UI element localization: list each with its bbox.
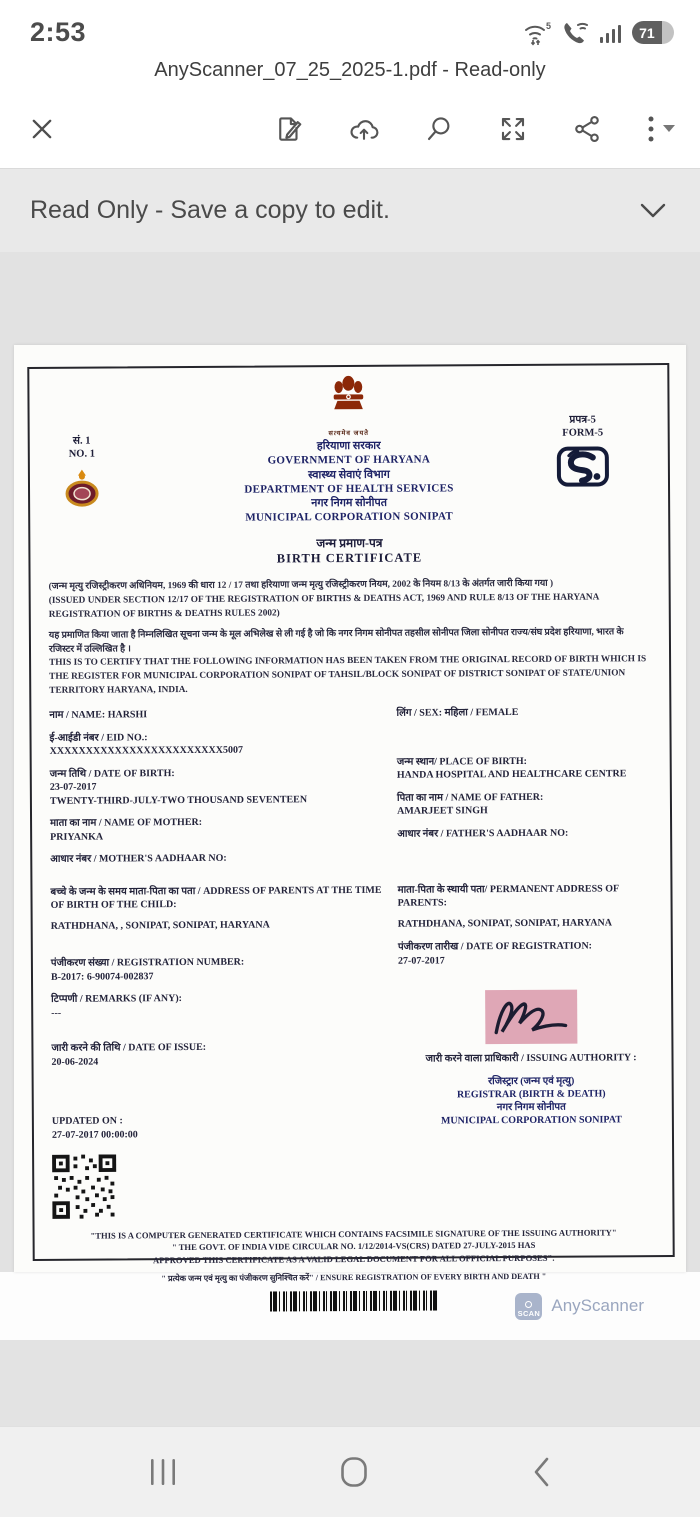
wifi-5-icon: [523, 20, 553, 46]
readonly-banner[interactable]: [0, 168, 700, 252]
field-value: B-2017: 6-90074-002837: [50, 970, 154, 983]
issuing-authority-block: [399, 1051, 664, 1127]
field-date-of-issue: [51, 1040, 388, 1069]
share-icon: [572, 114, 602, 144]
navigation-bar: [0, 1426, 700, 1517]
serial-hindi: सं. 1: [72, 435, 91, 447]
signature-section: [51, 989, 654, 1223]
issuing-authority-label: जारी करने वाला प्राधिकारी / ISSUING AUTHORITY :: [425, 1052, 637, 1065]
anyscanner-watermark: AnyScanner: [551, 1296, 644, 1315]
footer-line: "THIS IS A COMPUTER GENERATED CERTIFICATE WHICH CONTAINS FACSIMILE SIGNATURE OF THE ISSUING AUTHORITY": [90, 1227, 617, 1241]
barcode: [270, 1291, 438, 1312]
field-label: माता का नाम / NAME OF MOTHER:: [50, 817, 203, 830]
share-button[interactable]: [572, 114, 602, 144]
document-title: AnyScanner_07_25_2025-1.pdf - Read-only: [154, 59, 546, 81]
chevron-down-icon[interactable]: [640, 203, 666, 219]
signature-scribble: [489, 994, 573, 1041]
overflow-menu-button[interactable]: [646, 114, 656, 144]
field-label: पंजीकरण तारीख / DATE OF REGISTRATION:: [397, 940, 593, 953]
certificate-footer: [53, 1226, 655, 1313]
field-value: 23-07-2017: [49, 781, 97, 794]
anyscanner-badge-text: SCAN: [517, 1308, 541, 1318]
field-value: 20-06-2024: [51, 1056, 99, 1068]
cloud-upload-icon: [348, 114, 380, 144]
footer-slogan: " प्रत्येक जन्म एवं मृत्यु का पंजीकरण सुनिश्चित करें" / ENSURE REGISTRATION OF EVERY BIRTH AND DEATH ": [161, 1271, 547, 1284]
search-icon: [424, 114, 454, 144]
viewer-bottom-band: [0, 1340, 700, 1426]
certificate-preamble: [49, 577, 652, 699]
caret-down-icon[interactable]: [662, 124, 676, 134]
authority-line: रजिस्ट्रार (जन्म एवं मृत्यु): [488, 1075, 575, 1087]
footer-line: " THE GOVT. OF INDIA VIDE CIRCULAR NO. 1/12/2014-VS(CRS) DATED 27-JULY-2015 HAS: [171, 1240, 536, 1253]
cloud-upload-button[interactable]: [348, 114, 380, 144]
serial-english: NO. 1: [68, 448, 95, 460]
field-label: टिप्पणी / REMARKS (IF ANY):: [51, 993, 183, 1006]
field-label: लिंग / SEX:: [396, 707, 443, 720]
field-value: 27-07-2017 00:00:00: [51, 1129, 138, 1141]
certificate-header: [47, 373, 650, 567]
field-registration-date: [398, 939, 663, 968]
field-updated-on: [52, 1113, 389, 1142]
field-permanent-address: [398, 882, 663, 931]
field-label: बच्चे के जन्म के समय माता-पिता का पता / ADDRESS OF PARENTS AT THE TIME OF BIRTH OF THE CHILD:: [50, 884, 382, 912]
field-label: माता-पिता के स्थायी पता/ PERMANENT ADDRESS OF PARENTS:: [397, 883, 619, 909]
field-label: जारी करने की तिथि / DATE OF ISSUE:: [51, 1042, 207, 1055]
recents-button[interactable]: [150, 1457, 176, 1487]
signature-stamp: [485, 990, 577, 1045]
fullscreen-icon: [498, 114, 528, 144]
field-label: पंजीकरण संख्या / REGISTRATION NUMBER:: [50, 956, 245, 970]
field-value: महिला / FEMALE: [444, 707, 519, 719]
field-value: AMARJEET SINGH: [397, 805, 488, 817]
serial-number-block: [62, 435, 102, 516]
form-hindi: प्रपत्र-5: [569, 414, 596, 426]
field-sex: [396, 705, 661, 720]
form-english: FORM-5: [562, 427, 604, 439]
form-number-block: [556, 413, 610, 492]
address-section: [50, 882, 653, 993]
field-label: नाम / NAME:: [49, 709, 106, 722]
back-icon: [532, 1456, 550, 1488]
crs-logo-icon: [556, 446, 610, 488]
footer-line: APPROVED THIS CERTIFICATE AS A VALID LEGAL DOCUMENT FOR ALL OFFICIAL PURPOSES".: [152, 1252, 555, 1265]
field-value: RATHDHANA, , SONIPAT, SONIPAT, HARYANA: [50, 919, 270, 932]
search-button[interactable]: [424, 114, 454, 144]
municipal-crest-icon: [62, 469, 102, 511]
home-button[interactable]: [340, 1456, 368, 1488]
field-father-aadhaar: [397, 826, 662, 841]
pdf-viewer[interactable]: [0, 252, 700, 1340]
home-icon: [340, 1456, 368, 1488]
field-name: [49, 707, 386, 723]
field-value: XXXXXXXXXXXXXXXXXXXXXXXX5007: [49, 744, 243, 758]
recents-icon: [150, 1457, 176, 1487]
field-label: पिता का नाम / NAME OF FATHER:: [396, 791, 544, 804]
field-value: HARSHI: [107, 709, 148, 721]
certificate-title: BIRTH CERTIFICATE: [276, 550, 423, 566]
field-date-of-birth: [50, 766, 387, 809]
certify-english: THIS IS TO CERTIFY THAT THE FOLLOWING INFORMATION HAS BEEN TAKEN FROM THE ORIGINAL RECORD OF BIRTH WHICH IS THE REGISTER FOR MUNICIPAL CORPORATION SONIPAT OF TAHSIL/BLOCK SONIPAT OF DISTRICT SONIPAT OF STATE/UNION TERRITORY HARYANA, INDIA.: [49, 654, 647, 697]
org-line: MUNICIPAL CORPORATION SONIPAT: [245, 510, 454, 525]
battery-percent: 71: [639, 24, 655, 41]
field-address-at-birth: [50, 884, 387, 934]
battery-indicator: [632, 21, 674, 44]
org-line: GOVERNMENT OF HARYANA: [267, 453, 431, 467]
field-mother-name: [50, 815, 387, 844]
field-value: ---: [51, 1007, 62, 1019]
clock: 2:53: [30, 17, 87, 47]
field-value: 27-07-2017: [397, 955, 445, 967]
overflow-menu-icon: [646, 114, 656, 144]
authority-line: MUNICIPAL CORPORATION SONIPAT: [440, 1114, 622, 1127]
signal-strength-icon: [599, 21, 623, 45]
field-value: PRIYANKA: [50, 831, 104, 843]
field-label: आधार नंबर / MOTHER'S AADHAAR NO:: [50, 853, 227, 866]
pdf-page: [14, 345, 686, 1284]
edit-icon: [274, 114, 304, 144]
field-mother-aadhaar: [50, 851, 387, 867]
close-icon: [28, 115, 56, 143]
field-label: UPDATED ON :: [51, 1115, 123, 1128]
certificate-title-hindi: जन्म प्रमाण-पत्र: [316, 535, 383, 550]
readonly-banner-text: Read Only - Save a copy to edit.: [30, 196, 390, 224]
org-line: DEPARTMENT OF HEALTH SERVICES: [244, 482, 454, 496]
field-father-name: [397, 790, 662, 819]
certify-hindi: यह प्रमाणित किया जाता है निम्नलिखित सूचना जन्म के मूल अभिलेख से ली गई है जो कि नगर निगम सोनीपत तहसील सोनीपत जिला सोनीपत राज्य/संघ प्रदेश हरियाणा, भारत के रजिस्टर में उल्लिखित है ।: [48, 626, 624, 655]
qr-code: [52, 1155, 116, 1219]
back-button[interactable]: [532, 1456, 550, 1488]
authority-line: REGISTRAR (BIRTH & DEATH): [456, 1088, 606, 1101]
svg-text:5: 5: [546, 20, 552, 31]
birth-certificate: [27, 363, 674, 1284]
close-button[interactable]: [28, 115, 56, 143]
org-line: स्वास्थ्य सेवाएं विभाग: [308, 468, 390, 481]
field-label: जन्म तिथि / DATE OF BIRTH:: [49, 767, 175, 780]
field-label: आधार नंबर / FATHER'S AADHAAR NO:: [397, 827, 569, 840]
national-emblem-icon: [326, 375, 370, 423]
field-label: जन्म स्थान/ PLACE OF BIRTH:: [396, 755, 528, 768]
field-label: ई-आईडी नंबर / EID NO.:: [49, 732, 148, 744]
issued-under-hindi: (जन्म मृत्यु रजिस्ट्रीकरण अधिनियम, 1969 की धारा 12 / 17 तथा हरियाणा जन्म मृत्यु रजिस्ट्रीकरण नियम, 2002 के नियम 8/13 के अंतर्गत जारी किया गया ): [48, 578, 554, 592]
status-bar: [0, 0, 700, 57]
toolbar: [0, 97, 700, 168]
authority-line: नगर निगम सोनीपत: [496, 1101, 566, 1113]
field-value-words: TWENTY-THIRD-JULY-TWO THOUSAND SEVENTEEN: [49, 794, 308, 807]
emblem-motto: सत्यमेव जयते: [328, 429, 369, 438]
status-icons: [523, 20, 674, 46]
wifi-calling-icon: [562, 20, 590, 46]
field-place-of-birth: [397, 754, 662, 783]
org-line: नगर निगम सोनीपत: [311, 496, 388, 510]
field-eid: [50, 730, 387, 759]
field-value: RATHDHANA, SONIPAT, SONIPAT, HARYANA: [397, 917, 612, 930]
org-line: हरियाणा सरकार: [316, 439, 381, 453]
field-registration-number: [51, 955, 388, 984]
fullscreen-button[interactable]: [498, 114, 528, 144]
field-remarks: [51, 991, 388, 1020]
certificate-fields: [49, 705, 652, 875]
edit-button[interactable]: [274, 114, 304, 144]
issued-under-english: (ISSUED UNDER SECTION 12/17 OF THE REGISTRATION OF BIRTHS & DEATHS ACT, 1969 AND RULE 8/13 OF THE HARYANA REGISTRATION OF BIRTHS & DEATHS RULES 2002): [48, 592, 599, 620]
field-value: HANDA HOSPITAL AND HEALTHCARE CENTRE: [396, 768, 627, 782]
